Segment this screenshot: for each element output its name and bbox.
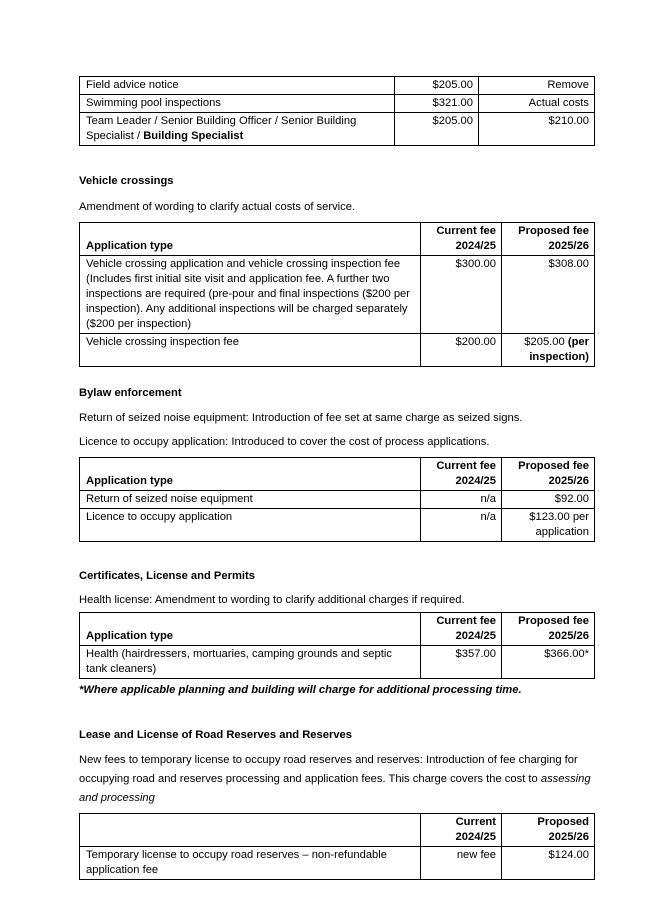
proposed-fee: $123.00 per application — [502, 509, 595, 542]
fee-name: Return of seized noise equipment — [80, 491, 421, 509]
table-row — [80, 509, 595, 542]
table-row — [80, 646, 595, 679]
section-heading-certificates: Certificates, License and Permits — [79, 570, 255, 582]
table-header-row — [80, 814, 595, 847]
table-row — [80, 334, 595, 367]
proposed-fee: Actual costs — [479, 95, 595, 113]
table-header-row — [80, 223, 595, 256]
current-fee: $321.00 — [395, 95, 479, 113]
certificates-fees-table — [79, 612, 595, 679]
column-header — [80, 814, 421, 847]
current-fee: new fee — [421, 847, 502, 880]
section-paragraph: Licence to occupy application: Introduced to cover the cost of process applications. — [79, 436, 490, 448]
column-header: Application type — [80, 223, 421, 256]
fee-name: Swimming pool inspections — [80, 95, 395, 113]
column-header: Current fee 2024/25 — [421, 458, 502, 491]
table-row — [80, 95, 595, 113]
column-header: Application type — [80, 613, 421, 646]
table-header-row — [80, 613, 595, 646]
document-page — [79, 76, 594, 880]
fee-name — [80, 113, 395, 146]
fee-name-bold: Building Specialist — [143, 130, 244, 142]
section-intro: Health license: Amendment to wording to clarify additional charges if required. — [79, 594, 465, 606]
current-fee: $300.00 — [421, 256, 502, 334]
current-fee: $357.00 — [421, 646, 502, 679]
current-fee: n/a — [421, 491, 502, 509]
proposed-fee: $92.00 — [502, 491, 595, 509]
column-header: Proposed 2025/26 — [502, 814, 595, 847]
fee-name: Licence to occupy application — [80, 509, 421, 542]
column-header: Proposed fee 2025/26 — [502, 458, 595, 491]
table-header-row — [80, 458, 595, 491]
proposed-fee: $205.00 (per inspection) — [502, 334, 595, 367]
fee-name: Vehicle crossing application and vehicle crossing inspection fee (Includes first initial site visit and application fee. A further two inspections are required (pre-pour and final inspections ($200 per inspection). Any additional inspections will be charged separately ($200 per inspection) — [80, 256, 421, 334]
proposed-fee: $124.00 — [502, 847, 595, 880]
footnote: *Where applicable planning and building will charge for additional processing time. — [79, 684, 522, 696]
table-row — [80, 491, 595, 509]
column-header: Current fee 2024/25 — [421, 223, 502, 256]
proposed-fee: $210.00 — [479, 113, 595, 146]
current-fee: $200.00 — [421, 334, 502, 367]
current-fee: n/a — [421, 509, 502, 542]
table-row — [80, 256, 595, 334]
proposed-fee: $366.00* — [502, 646, 595, 679]
section-intro: New fees to temporary license to occupy road reserves and reserves: Introduction of fee charging for occupying road and reserves processing and application fees. This charge covers the cost to assessing and processing — [79, 754, 591, 804]
bylaw-fees-table — [79, 457, 595, 542]
fee-name: Vehicle crossing inspection fee — [80, 334, 421, 367]
table-row — [80, 847, 595, 880]
current-fee: $205.00 — [395, 77, 479, 95]
section-paragraph: Return of seized noise equipment: Introduction of fee set at same charge as seized signs. — [79, 412, 523, 424]
vehicle-fees-table — [79, 222, 595, 367]
column-header: Current 2024/25 — [421, 814, 502, 847]
proposed-fee: Remove — [479, 77, 595, 95]
section-heading-lease: Lease and License of Road Reserves and Reserves — [79, 729, 352, 741]
column-header: Proposed fee 2025/26 — [502, 613, 595, 646]
section-intro: Amendment of wording to clarify actual costs of service. — [79, 201, 356, 213]
proposed-fee: $308.00 — [502, 256, 595, 334]
section-heading-vehicle: Vehicle crossings — [79, 175, 174, 187]
column-header: Proposed fee 2025/26 — [502, 223, 595, 256]
column-header: Application type — [80, 458, 421, 491]
fee-name: Field advice notice — [80, 77, 395, 95]
fee-name: Temporary license to occupy road reserves – non-refundable application fee — [80, 847, 421, 880]
fee-name: Health (hairdressers, mortuaries, camping grounds and septic tank cleaners) — [80, 646, 421, 679]
building-fees-table — [79, 76, 595, 146]
current-fee: $205.00 — [395, 113, 479, 146]
lease-fees-table — [79, 813, 595, 880]
table-row — [80, 113, 595, 146]
column-header: Current fee 2024/25 — [421, 613, 502, 646]
section-heading-bylaw: Bylaw enforcement — [79, 387, 182, 399]
fee-name-text: Team Leader / Senior Building Officer / Senior Building Specialist / — [86, 115, 357, 142]
table-row — [80, 77, 595, 95]
